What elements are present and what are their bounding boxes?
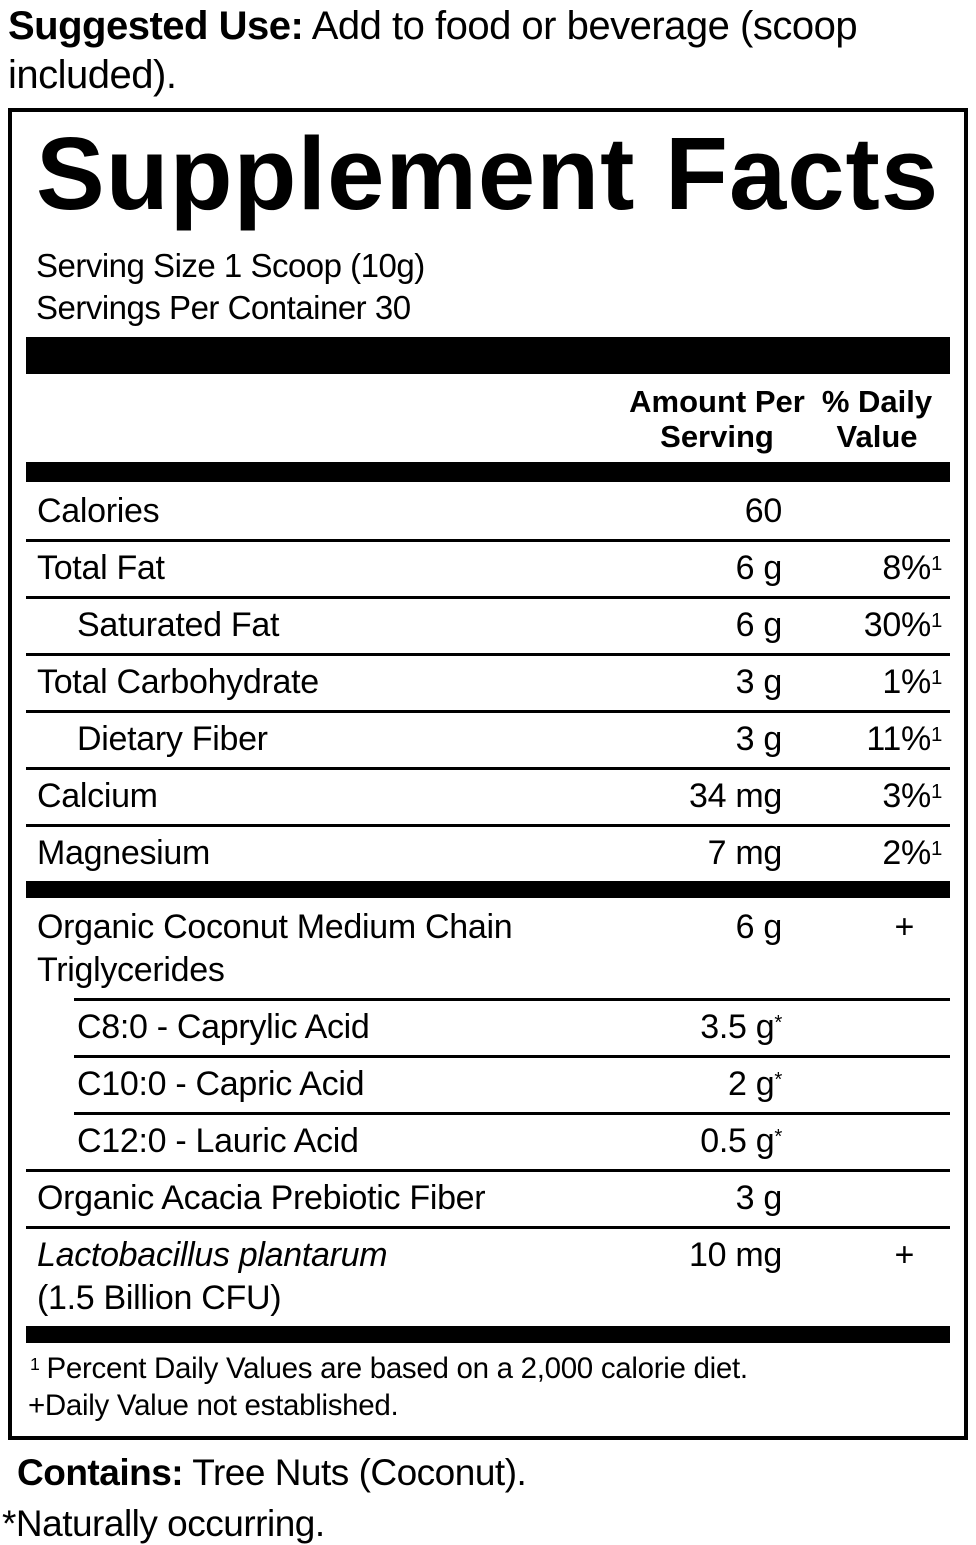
footnotes xyxy=(26,1343,950,1436)
amount-value xyxy=(607,1063,782,1106)
nutrient-name: C10:0 - Capric Acid xyxy=(77,1065,365,1104)
daily-value xyxy=(782,661,942,704)
amount-value xyxy=(607,906,782,949)
row-c10-capric-acid xyxy=(26,1055,950,1112)
amount-text: 6 g xyxy=(735,908,782,947)
panel-title: Supplement Facts xyxy=(36,115,940,231)
amount-superscript: * xyxy=(774,1012,782,1035)
footnote-not-established: +Daily Value not established. xyxy=(28,1389,399,1423)
dv-text: 3% xyxy=(882,777,931,816)
amount-text: 3.5 g xyxy=(700,1008,775,1047)
dv-superscript: 1 xyxy=(930,553,942,576)
amount-value xyxy=(607,661,782,704)
nutrient-name: Saturated Fat xyxy=(77,606,280,645)
dv-text: + xyxy=(894,908,914,947)
row-calcium xyxy=(26,767,950,824)
dv-text: 30% xyxy=(863,606,931,645)
amount-value xyxy=(607,1177,782,1220)
amount-value xyxy=(607,1234,782,1277)
dv-text: 8% xyxy=(882,549,931,588)
amount-text: 6 g xyxy=(735,549,782,588)
amount-text: 10 mg xyxy=(689,1236,782,1275)
column-headers xyxy=(26,374,950,462)
nutrient-name: Organic Acacia Prebiotic Fiber xyxy=(37,1179,486,1218)
suggested-use xyxy=(0,0,900,100)
nutrient-name: Organic Coconut Medium Chain Triglycerides xyxy=(37,908,513,990)
daily-value xyxy=(782,718,942,761)
row-total-fat xyxy=(26,539,950,596)
nutrient-name: C8:0 - Caprylic Acid xyxy=(77,1008,370,1047)
amount-superscript: * xyxy=(774,1069,782,1092)
dv-text: 2% xyxy=(882,834,931,873)
contains-statement xyxy=(17,1452,976,1494)
dv-superscript: 1 xyxy=(930,781,942,804)
dv-superscript: 1 xyxy=(930,667,942,690)
amount-value xyxy=(607,490,782,533)
nutrient-name: Total Fat xyxy=(37,549,165,588)
contains-text: Tree Nuts (Coconut). xyxy=(183,1452,527,1494)
amount-text: 3 g xyxy=(735,1179,782,1218)
servings-per-container: Servings Per Container 30 xyxy=(36,288,411,326)
daily-value xyxy=(782,1234,942,1277)
amount-text: 60 xyxy=(744,492,782,531)
daily-value xyxy=(782,604,942,647)
amount-text: 6 g xyxy=(735,606,782,645)
footnote-superscript: 1 xyxy=(30,1354,40,1375)
suggested-use-label: Suggested Use: xyxy=(8,4,304,48)
amount-text: 3 g xyxy=(735,720,782,759)
row-mct xyxy=(26,898,950,998)
row-saturated-fat xyxy=(26,596,950,653)
serving-size: Serving Size 1 Scoop (10g) xyxy=(36,246,425,284)
daily-value xyxy=(782,775,942,818)
nutrient-name xyxy=(37,1234,607,1320)
row-calories xyxy=(26,482,950,539)
suggested-use-text: Add to food or beverage (scoop included). xyxy=(8,4,858,97)
amount-per-serving-header xyxy=(622,384,812,454)
amount-text: 34 mg xyxy=(689,777,782,816)
amount-text: 0.5 g xyxy=(700,1122,775,1161)
contains-label: Contains: xyxy=(17,1452,184,1494)
amount-text: 2 g xyxy=(727,1065,775,1104)
amount-value xyxy=(607,1120,782,1163)
footnote-daily-values xyxy=(28,1350,942,1387)
row-total-carbohydrate xyxy=(26,653,950,710)
amount-text: 7 mg xyxy=(707,834,782,873)
daily-value xyxy=(782,547,942,590)
nutrient-name: Magnesium xyxy=(37,834,211,873)
row-magnesium xyxy=(26,824,950,881)
thick-divider-bar xyxy=(26,462,950,482)
footnote-text: Percent Daily Values are based on a 2,000 calorie diet. xyxy=(46,1352,748,1386)
amount-value xyxy=(607,718,782,761)
dv-header-line2: Value xyxy=(836,419,918,455)
dv-superscript: 1 xyxy=(930,838,942,861)
nutrient-name: Calcium xyxy=(37,777,158,816)
dv-superscript: 1 xyxy=(930,610,942,633)
amount-value xyxy=(607,547,782,590)
dv-text: 1% xyxy=(882,663,931,702)
row-acacia-prebiotic-fiber xyxy=(26,1169,950,1226)
nutrient-name-line2: (1.5 Billion CFU) xyxy=(37,1279,282,1318)
nutrient-name: Total Carbohydrate xyxy=(37,663,319,702)
amount-value xyxy=(607,832,782,875)
dv-header-line1: % Daily xyxy=(821,384,933,420)
dv-superscript: 1 xyxy=(930,724,942,747)
daily-value xyxy=(782,906,942,949)
supplement-facts-panel xyxy=(8,108,968,1441)
nutrient-name: Dietary Fiber xyxy=(77,720,268,759)
amount-value xyxy=(607,1006,782,1049)
dv-text: 11% xyxy=(866,720,931,759)
amount-header-line1: Amount Per xyxy=(629,384,805,420)
row-c12-lauric-acid xyxy=(26,1112,950,1169)
naturally-occurring-note: *Naturally occurring. xyxy=(2,1503,325,1545)
thick-divider-bar xyxy=(26,337,950,374)
amount-superscript: * xyxy=(774,1126,782,1149)
daily-value xyxy=(782,832,942,875)
amount-value xyxy=(607,775,782,818)
thick-divider-bar xyxy=(26,881,950,898)
row-lactobacillus-plantarum xyxy=(26,1226,950,1326)
row-c8-caprylic-acid xyxy=(26,998,950,1055)
amount-header-line2: Serving xyxy=(660,419,774,455)
amount-value xyxy=(607,604,782,647)
nutrient-name-italic: Lactobacillus plantarum xyxy=(37,1236,388,1275)
daily-value-header xyxy=(812,384,942,454)
dv-text: + xyxy=(894,1236,914,1275)
nutrient-name: C12:0 - Lauric Acid xyxy=(77,1122,359,1161)
row-dietary-fiber xyxy=(26,710,950,767)
thick-divider-bar xyxy=(26,1326,950,1343)
nutrient-name: Calories xyxy=(37,492,160,531)
amount-text: 3 g xyxy=(735,663,782,702)
